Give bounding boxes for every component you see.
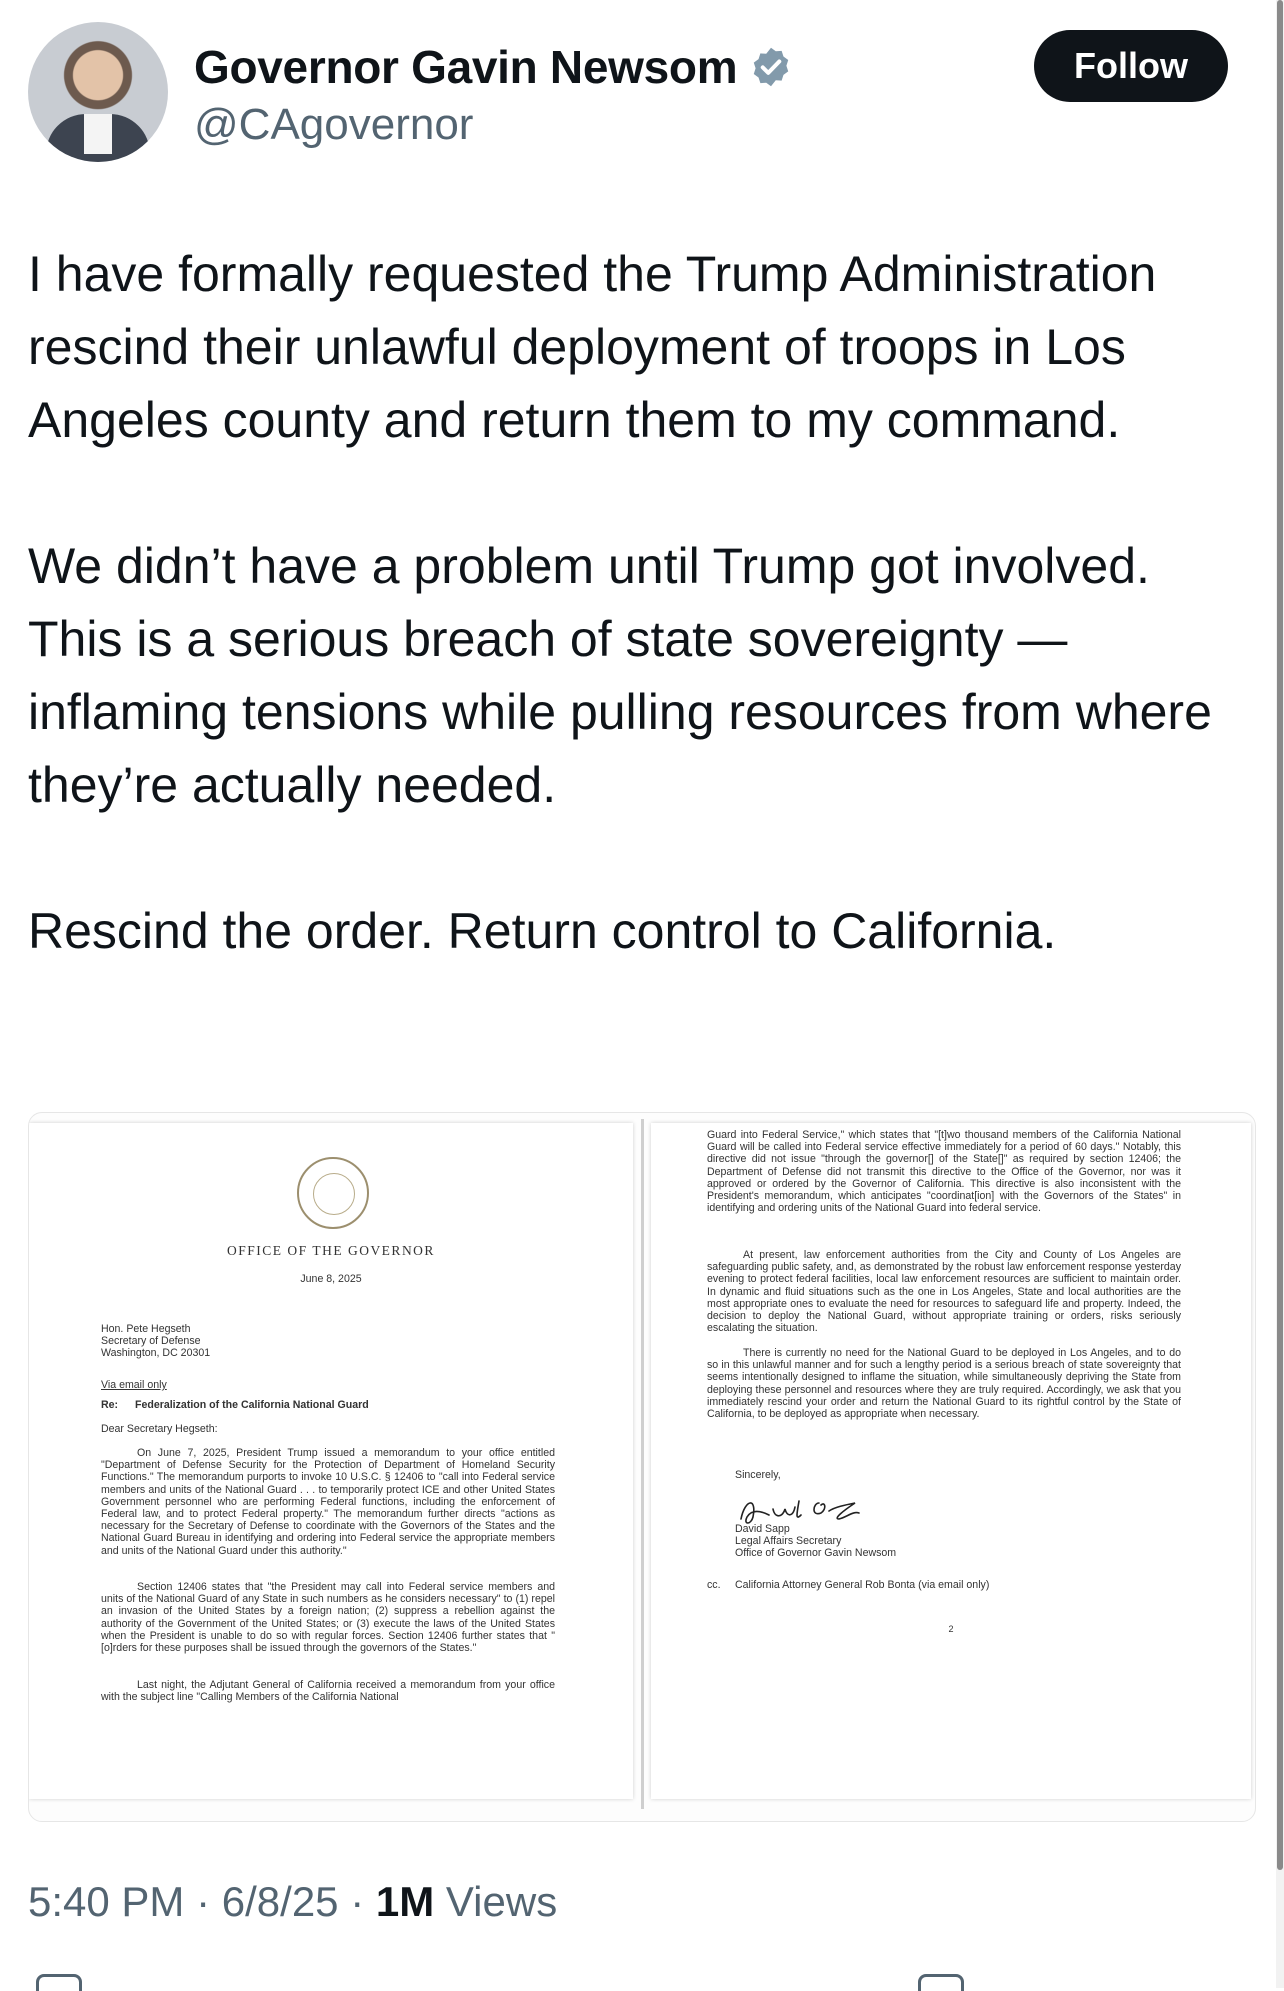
tweet-meta: [28, 1878, 557, 1926]
meta-separator: ·: [350, 1878, 365, 1925]
tweet-text: [28, 238, 1248, 968]
action-bar: [0, 1966, 1284, 1988]
follow-button[interactable]: Follow: [1034, 30, 1228, 102]
re-subject: Federalization of the California National Guard: [135, 1399, 369, 1411]
signer-line: Legal Affairs Secretary: [735, 1535, 842, 1548]
scrollbar-thumb[interactable]: [1277, 0, 1283, 1870]
letter-paragraph: There is currently no need for the National Guard to be deployed in Los Angeles, and to do so in this unlawful manner and for such a lengthy period is a serious breach of state sovereignty that seems intentionally designed to inflame the situation, while simultaneously depriving the State from deploying these personnel and resources where they are truly required. Accordingly, we ask that you immediately rescind your order and return the National Guard to its rightful control by the State of California, to be deployed as appropriate when necessary.: [707, 1347, 1181, 1421]
letter-recipient: [101, 1323, 301, 1360]
letter-paragraph: At present, law enforcement authorities from the City and County of Los Angeles are safeguarding public safety, and, as demonstrated by the robust law enforcement response yesterday evening to protect federal facilities, local law enforcement resources are sufficient to maintain order. In dynamic and fluid situations such as the one in Los Angeles, State and local authorities are the most appropriate ones to evaluate the need for resources to safeguard life and property. Indeed, the decision to deploy the National Guard, without appropriate training or orders, risks seriously escalating the situation.: [707, 1249, 1181, 1335]
meta-separator: ·: [196, 1878, 211, 1925]
letter-paragraph: Last night, the Adjutant General of California received a memorandum from your office with the subject line "Calling Members of the California National: [101, 1679, 555, 1704]
letter-image[interactable]: [28, 1112, 1256, 1822]
state-seal-icon: [297, 1157, 369, 1229]
reply-icon[interactable]: [36, 1974, 82, 1991]
tweet-header: [28, 22, 1228, 162]
letter-pages: [29, 1113, 1255, 1821]
tweet-paragraph: I have formally requested the Trump Administration rescind their unlawful deployment of troops in Los Angeles county and return them to my command.: [28, 246, 1157, 448]
signer-line: David Sapp: [735, 1523, 790, 1535]
page-divider: [641, 1119, 644, 1809]
letter-office: OFFICE OF THE GOVERNOR: [227, 1243, 435, 1258]
letter-via: Via email only: [101, 1379, 167, 1391]
letter-paragraph: Guard into Federal Service," which states that "[t]wo thousand members of the California National Guard will be called into Federal service effective immediately for a period of 60 days." Notably, this directive did not issue "through the governor[] of the State[]" as required by section 12406; the Department of Defense did not transmit this directive to the Office of the Governor, nor was it approved or ordered by the Governor of California. This directive is also inconsistent with the President's memorandum, which anticipates "coordinat[ion] with the Governors of the States" in identifying and ordering units of the National Guard into federal service.: [707, 1129, 1181, 1215]
author-name[interactable]: Governor Gavin Newsom: [194, 41, 738, 93]
letter-date: June 8, 2025: [300, 1273, 362, 1285]
recipient-line: Hon. Pete Hegseth: [101, 1323, 191, 1335]
page-number: 2: [948, 1624, 954, 1634]
tweet-date[interactable]: 6/8/25: [221, 1878, 339, 1925]
letter-paragraph: Section 12406 states that "the President may call into Federal service members and units of the National Guard of any State in such numbers as he considers necessary" to (1) repel an invasion of the United States by a foreign nation; (2) suppress a rebellion against the authority of the Government of the United States; or (3) execute the laws of the United States when the President is unable to do so with regular forces. Section 12406 further states that "[o]rders for these purposes shall be issued through the governors of the States.": [101, 1581, 555, 1655]
letter-closing: Sincerely,: [735, 1469, 781, 1481]
letter-signer: [735, 1523, 896, 1560]
letter-subject: [101, 1399, 601, 1411]
tweet-paragraph: We didn’t have a problem until Trump got involved. This is a serious breach of state sovereignty — inflaming tensions while pulling resources from where they’re actually needed.: [28, 538, 1212, 813]
cc-text: California Attorney General Rob Bonta (via email only): [735, 1579, 990, 1591]
letter-cc: [707, 1579, 989, 1591]
recipient-line: Secretary of Defense: [101, 1335, 201, 1348]
avatar[interactable]: [28, 22, 168, 162]
name-row: [194, 40, 793, 94]
letter-salutation: Dear Secretary Hegseth:: [101, 1423, 218, 1435]
scrollbar-track[interactable]: [1276, 0, 1284, 1988]
letter-page-2: [651, 1123, 1251, 1799]
signer-line: Office of Governor Gavin Newsom: [735, 1547, 897, 1560]
views-count: 1M: [375, 1878, 435, 1925]
avatar-shirt: [84, 114, 112, 154]
re-label: Re:: [101, 1399, 119, 1411]
verified-badge-icon: [749, 45, 793, 89]
tweet-time[interactable]: 5:40 PM: [28, 1878, 185, 1925]
tweet-paragraph: Rescind the order. Return control to California.: [28, 903, 1057, 959]
bookmark-icon[interactable]: [918, 1974, 964, 1991]
author-handle[interactable]: @CAgovernor: [194, 100, 474, 149]
views-label: Views: [445, 1878, 558, 1925]
letter-page-1: [29, 1123, 633, 1799]
letter-paragraph: On June 7, 2025, President Trump issued a memorandum to your office entitled "Department of Defense Security for the Protection of Department of Homeland Security Functions." The memorandum purports to invoke 10 U.S.C. § 12406 to "call into Federal service members and units of the National Guard . . . to temporarily protect ICE and other United States Government personnel who are performing Federal functions, including the enforcement of Federal law, and to protect Federal property." The memorandum further directs "actions as necessary for the Secretary of Defense to coordinate with the Governors of the States and the National Guard Bureau in identifying and ordering into Federal service the appropriate members and units of the National Guard under this authority.": [101, 1447, 555, 1557]
cc-label: cc.: [707, 1579, 721, 1591]
recipient-line: Washington, DC 20301: [101, 1347, 211, 1360]
